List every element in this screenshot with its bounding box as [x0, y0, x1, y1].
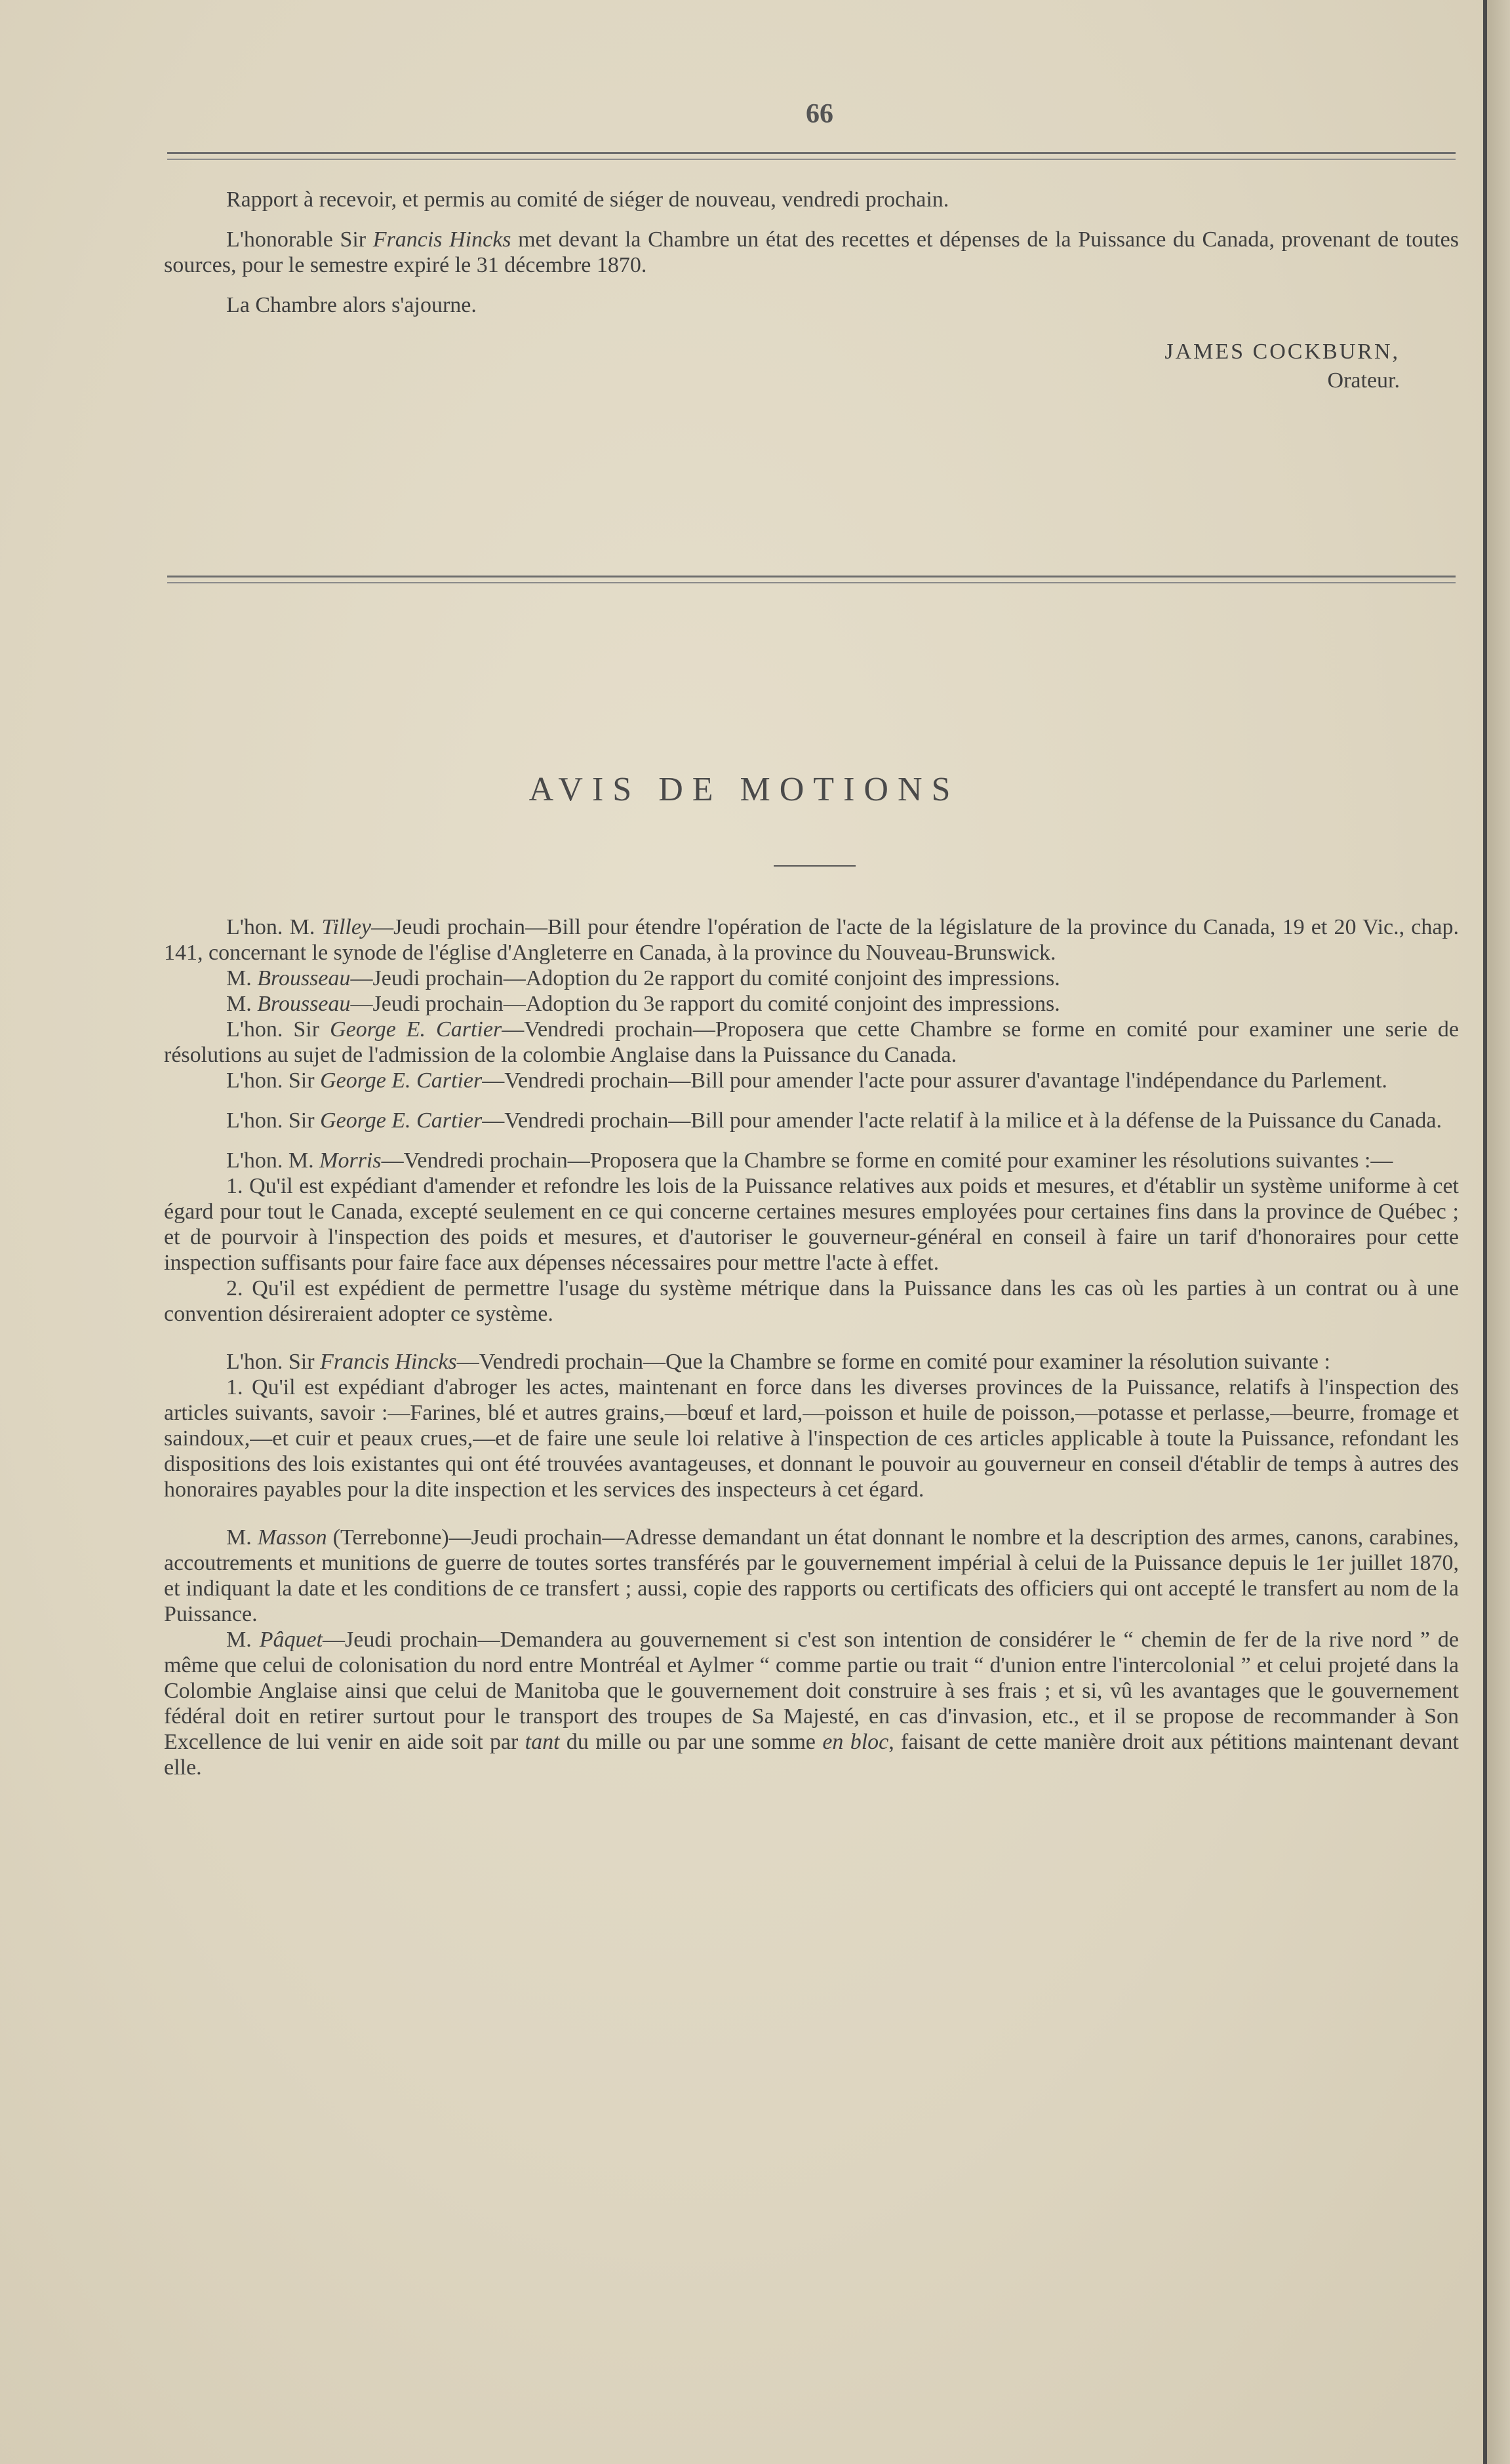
- motion-text: —Jeudi prochain—Adoption du 2e rapport du comité conjoint des impressions.: [350, 966, 1060, 990]
- section-rule: [167, 576, 1456, 577]
- honorific: M.: [226, 1525, 258, 1550]
- motion-masson: [164, 1525, 1459, 1627]
- member-name: Morris: [319, 1148, 382, 1173]
- motion-text: —Jeudi prochain—Demandera au gouvernement si c'est son intention de considérer le “ chemin de fer de la rive nord ” de même que celui de colonisation du nord entre Montréal et Aylmer “ comme partie ou trait “ d'union entre l'intercolonial ” et celui projeté dans la Colombie Anglaise ainsi que celui de Manitoba que le gouvernement doit construire à ses frais ; et si, vû les avantages que le gouvernement fédéral doit en retirer surtout pour le transport des troupes de Sa Majesté, en cas d'invasion, etc., et il se propose de recommander à Son Excellence de lui venir en aide soit par: [164, 1628, 1459, 1754]
- italic-term: tant: [525, 1730, 560, 1754]
- motion-cartier-1: [164, 1017, 1459, 1068]
- member-name: Francis Hincks: [372, 227, 511, 252]
- motion-morris: [164, 1148, 1459, 1327]
- honorific: L'honorable Sir: [226, 227, 373, 252]
- paragraph-report: Rapport à recevoir, et permis au comité de siéger de nouveau, vendredi prochain.: [226, 187, 949, 212]
- motion-text: —Vendredi prochain—Bill pour amender l'acte relatif à la milice et à la défense de la Puissance du Canada.: [482, 1108, 1442, 1133]
- honorific: L'hon. Sir: [226, 1017, 330, 1042]
- honorific: L'hon. Sir: [226, 1108, 321, 1133]
- member-name: Tilley: [321, 915, 372, 939]
- member-name: George E. Cartier: [330, 1017, 502, 1042]
- top-rule-thin: [167, 159, 1456, 160]
- resolution-item: 2. Qu'il est expédient de permettre l'usage du système métrique dans la Puissance dans les cas où les parties à un contrat ou à une convention désireraient adopter ce système.: [164, 1276, 1459, 1326]
- section-heading: AVIS DE MOTIONS: [528, 771, 960, 808]
- honorific: M.: [226, 992, 258, 1016]
- heading-underline: [774, 865, 856, 867]
- resolution-item: 1. Qu'il est expédiant d'amender et refondre les lois de la Puissance relatives aux poids et mesures, et d'établir un système uniforme à cet égard pour tout le Canada, excepté seulement en ce qui concerne certaines mesures employées pour certaines fins dans la province de Québec ; et de pourvoir à l'inspection des poids et mesures, et d'autoriser le gouverneur-général en conseil à faire un tarif d'honoraires pour cette inspection suffisants pour faire face aux dépenses nécessaires pour mettre l'acte à effet.: [164, 1174, 1459, 1275]
- motion-morris-intro: [164, 1148, 1459, 1173]
- paragraph-adjourn: La Chambre alors s'ajourne.: [226, 293, 477, 317]
- resolution-item: 1. Qu'il est expédiant d'abroger les actes, maintenant en force dans les diverses provinces de la Puissance, relatifs à l'inspection des articles suivants, savoir :—Farines, blé et autres grains,—bœuf et lard,—poisson et huile de poisson,—potasse et perlasse,—beurre, fromage et saindoux,—et cuir et peaux crues,—et de faire une seule loi relative à l'inspection de ces articles applicable à toute la Puissance, refondant les dispositions des lois existantes qui ont été trouvées avantageuses, et donnant le pouvoir au gouverneur en conseil d'établir de temps à autres des honoraires payables pour la dite inspection et les services des inspecteurs à cet égard.: [164, 1375, 1459, 1502]
- motion-cartier-2: [164, 1068, 1459, 1093]
- statement-text: met devant la Chambre un état des recettes et dépenses de la Puissance du Canada, provenant de toutes sources, pour le semestre expiré le 31 décembre 1870.: [164, 227, 1460, 277]
- signature: [983, 338, 1400, 395]
- motion-text: —Vendredi prochain—Que la Chambre se forme en comité pour examiner la résolution suivante :: [456, 1350, 1330, 1374]
- member-name: Pâquet: [259, 1628, 323, 1652]
- honorific: M.: [226, 966, 258, 990]
- member-name: Francis Hincks: [320, 1350, 457, 1374]
- page-number: 66: [806, 99, 833, 129]
- member-name: George E. Cartier: [320, 1068, 483, 1093]
- member-name: George E. Cartier: [320, 1108, 483, 1133]
- signature-name: JAMES COCKBURN,: [1164, 340, 1400, 364]
- member-name: Brousseau: [257, 992, 351, 1016]
- member-name: Brousseau: [257, 966, 351, 990]
- motion-text: du mille ou par une somme: [559, 1730, 823, 1754]
- motion-text: —Jeudi prochain—Bill pour étendre l'opération de l'acte de la législature de la province du Canada, 19 et 20 Vic., chap. 141, concernant le synode de l'église d'Angleterre en Canada, à la province du Nouveau-Brunswick.: [164, 915, 1459, 965]
- motion-text: , faisant de cette manière droit aux pétitions maintenant devant elle.: [164, 1730, 1459, 1780]
- honorific: L'hon. Sir: [226, 1068, 321, 1093]
- top-section: [164, 187, 1459, 318]
- motions-list: [164, 914, 1459, 1780]
- italic-term: en bloc: [822, 1730, 889, 1754]
- motion-brousseau-1: [164, 966, 1459, 991]
- honorific: L'hon. Sir: [226, 1350, 321, 1374]
- motion-text: —Jeudi prochain—Adoption du 3e rapport du comité conjoint des impressions.: [350, 992, 1060, 1016]
- motion-cartier-3: [164, 1108, 1459, 1133]
- motion-paquet: [164, 1627, 1459, 1780]
- motion-brousseau-2: [164, 991, 1459, 1017]
- motion-hincks-intro: [164, 1349, 1459, 1375]
- top-rule: [167, 152, 1456, 154]
- motion-text: —Vendredi prochain—Bill pour amender l'acte pour assurer d'avantage l'indépendance du Parlement.: [482, 1068, 1387, 1093]
- page-edge-shadow: [1487, 0, 1510, 2464]
- honorific: L'hon. M.: [226, 1148, 320, 1173]
- signature-title: Orateur.: [1327, 368, 1400, 393]
- motion-hincks: [164, 1349, 1459, 1502]
- honorific: L'hon. M.: [226, 915, 322, 939]
- paragraph-hincks-statement: [164, 227, 1459, 278]
- section-rule-thin: [167, 582, 1456, 583]
- motion-text: —Vendredi prochain—Proposera que la Chambre se forme en comité pour examiner les résolutions suivantes :—: [381, 1148, 1393, 1173]
- motion-text: —Vendredi prochain—Proposera que cette Chambre se forme en comité pour examiner une serie de résolutions au sujet de l'admission de la colombie Anglaise dans la Puissance du Canada.: [164, 1017, 1459, 1067]
- motion-text: (Terrebonne)—Jeudi prochain—Adresse demandant un état donnant le nombre et la description des armes, canons, carabines, accoutrements et munitions de guerre de toutes sortes transférés par le gouvernement impérial à celui de la Puissance depuis le 1er juillet 1870, et indiquant la date et les conditions de ce transfert ; aussi, copie des rapports ou certificats des officiers qui ont accepté le transfert au nom de la Puissance.: [164, 1525, 1460, 1626]
- honorific: M.: [226, 1628, 260, 1652]
- motion-tilley: [164, 914, 1459, 966]
- member-name: Masson: [257, 1525, 327, 1550]
